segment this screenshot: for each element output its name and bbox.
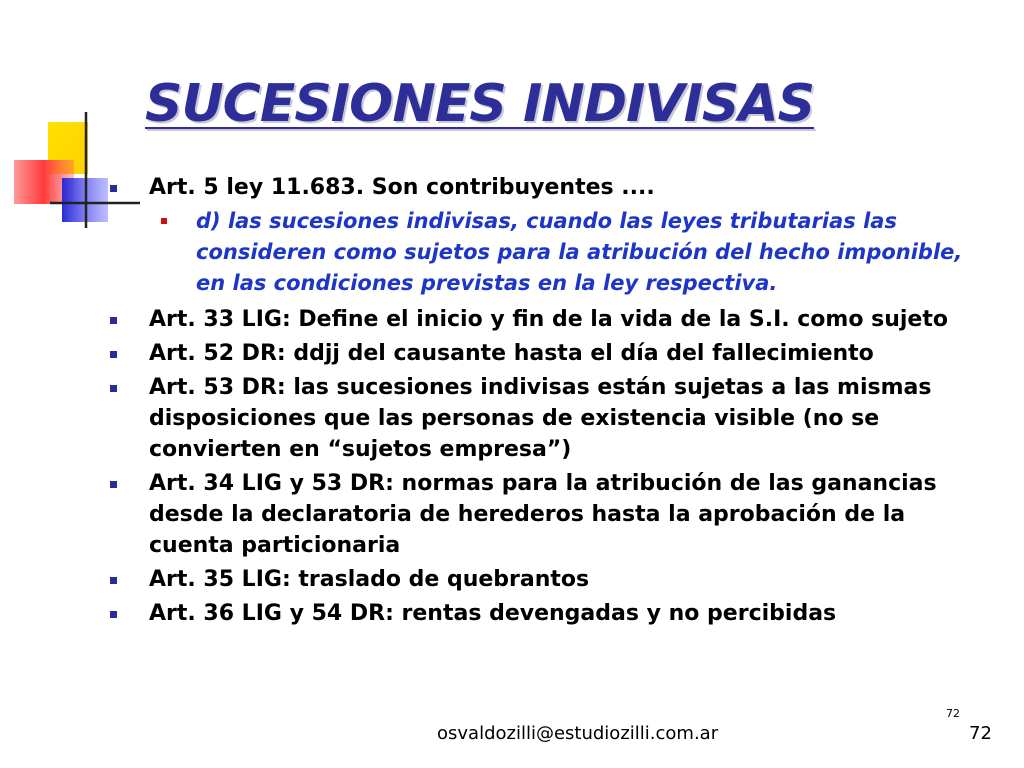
footer-email: osvaldozilli@estudiozilli.com.ar bbox=[437, 723, 719, 744]
bullet-item bbox=[108, 372, 988, 465]
sub-bullet-item bbox=[159, 206, 988, 299]
sub-bullet-text: d) las sucesiones indivisas, cuando las leyes tributarias las consideren como sujetos para la atribución del hecho imponible, en las condiciones previstas en la ley respectiva. bbox=[196, 209, 963, 295]
square-bullet-icon bbox=[110, 481, 117, 488]
bullet-list bbox=[108, 172, 988, 632]
bullet-item bbox=[108, 304, 988, 335]
bullet-item bbox=[108, 338, 988, 369]
square-bullet-icon bbox=[110, 611, 117, 618]
slide-number: 72 bbox=[969, 723, 992, 744]
square-bullet-icon bbox=[110, 385, 117, 392]
slide-title: SUCESIONES INDIVISAS bbox=[145, 74, 815, 134]
red-square-bullet-icon bbox=[161, 218, 167, 224]
square-bullet-icon bbox=[110, 351, 117, 358]
bullet-item bbox=[108, 172, 988, 203]
bullet-text: Art. 35 LIG: traslado de quebrantos bbox=[149, 567, 590, 592]
bullet-text: Art. 53 DR: las sucesiones indivisas están sujetas a las mismas disposiciones que las personas de existencia visible (no se convierten en “sujetos empresa”) bbox=[149, 375, 932, 462]
bullet-item bbox=[108, 468, 988, 561]
square-bullet-icon bbox=[110, 317, 117, 324]
bullet-text: Art. 52 DR: ddjj del causante hasta el día del fallecimiento bbox=[149, 341, 874, 366]
bullet-item bbox=[108, 564, 988, 595]
bullet-text: Art. 5 ley 11.683. Son contribuyentes .... bbox=[149, 175, 655, 200]
square-bullet-icon bbox=[110, 185, 117, 192]
bullet-text: Art. 33 LIG: Define el inicio y fin de la vida de la S.I. como sujeto bbox=[149, 307, 948, 332]
bullet-text: Art. 36 LIG y 54 DR: rentas devengadas y no percibidas bbox=[149, 601, 837, 626]
bullet-item bbox=[108, 598, 988, 629]
slide-number-small: 72 bbox=[946, 707, 960, 720]
bullet-text: Art. 34 LIG y 53 DR: normas para la atribución de las ganancias desde la declaratoria de herederos hasta la aprobación de la cuenta particionaria bbox=[149, 471, 937, 558]
square-bullet-icon bbox=[110, 577, 117, 584]
